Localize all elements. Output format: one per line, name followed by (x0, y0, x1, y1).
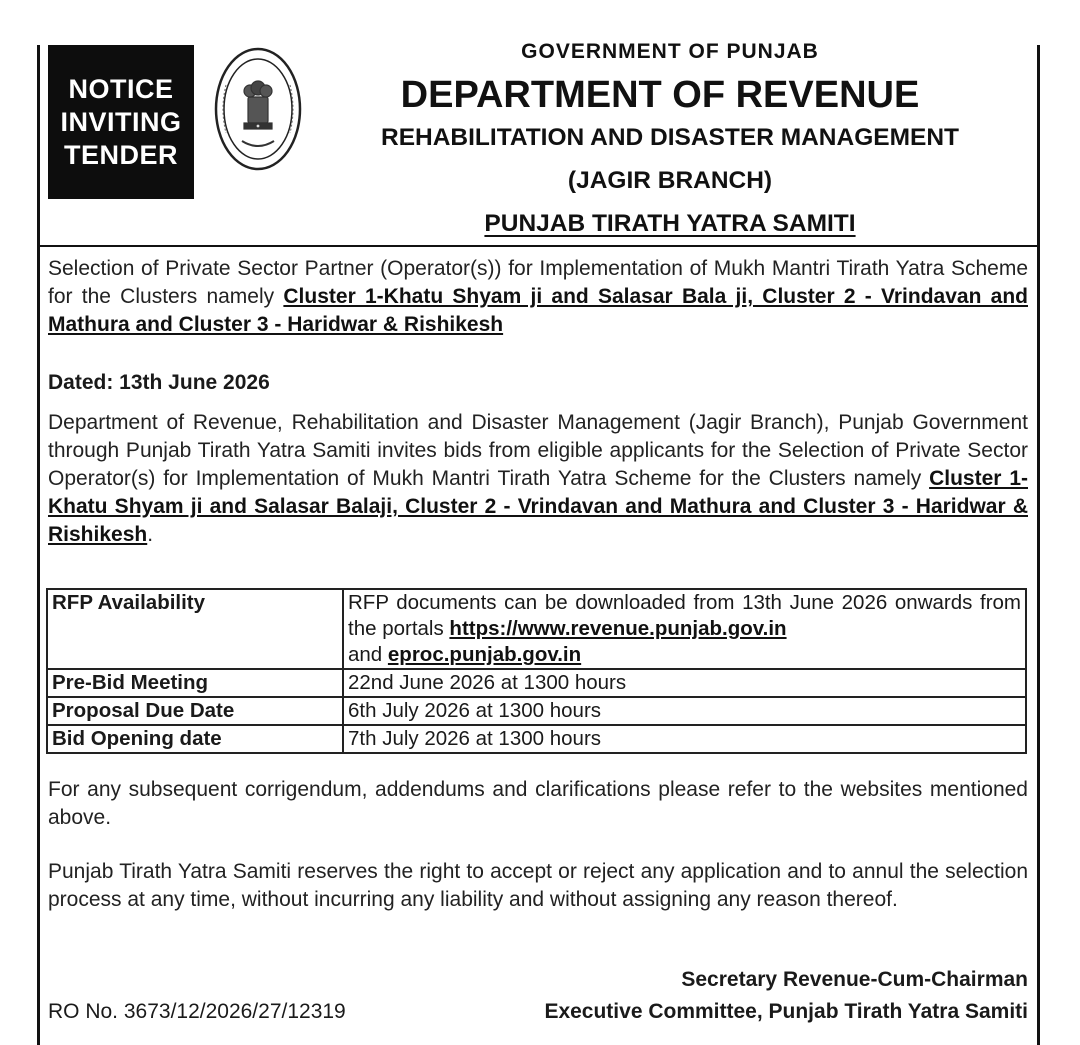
intro-clusters: Cluster 1-Khatu Shyam ji and Salasar Bala ji, Cluster 2 - Vrindavan and Mathura and Cluster 3 - Haridwar & Rishikesh (48, 285, 1028, 336)
government-seal-emblem-icon (212, 45, 304, 173)
pre-bid-meeting-value: 22nd June 2026 at 1300 hours (343, 669, 1026, 697)
body-paragraph (48, 409, 1028, 549)
government-heading: GOVERNMENT OF PUNJAB (521, 40, 819, 62)
rfp-availability-label: RFP Availability (47, 589, 343, 669)
ro-number: RO No. 3673/12/2026/27/12319 (48, 1000, 346, 1023)
signatory-title: Secretary Revenue-Cum-Chairman (681, 968, 1028, 991)
proposal-due-date-value: 6th July 2026 at 1300 hours (343, 697, 1026, 725)
rfp-and: and (348, 643, 388, 666)
samiti-heading (320, 209, 1020, 239)
branch-heading: (JAGIR BRANCH) (567, 167, 773, 194)
rfp-text: RFP documents can be downloaded from 13th June 2026 onwards from the portals (348, 591, 1021, 640)
notice-line-3: TENDER (63, 139, 178, 170)
header-divider (37, 245, 1040, 247)
body-text: Department of Revenue, Rehabilitation and Disaster Management (Jagir Branch), Punjab Government through Punjab Tirath Yatra Samiti invites bids from eligible applicants for the Selection of Private Sector Operator(s) for Implementation of Mukh Mantri Tirath Yatra Scheme for the Clusters namely (48, 411, 1028, 490)
division-heading: REHABILITATION AND DISASTER MANAGEMENT (381, 124, 959, 151)
proposal-due-date-label: Proposal Due Date (47, 697, 343, 725)
corrigendum-paragraph: For any subsequent corrigendum, addendums and clarifications please refer to the websites mentioned above. (48, 778, 1028, 829)
notice-line-1: NOTICE (68, 73, 174, 104)
body-end: . (147, 523, 154, 546)
bid-opening-date-label: Bid Opening date (47, 725, 343, 753)
department-heading: DEPARTMENT OF REVENUE (400, 74, 920, 116)
bid-opening-date-value: 7th July 2026 at 1300 hours (343, 725, 1026, 753)
revenue-portal-link[interactable]: https://www.revenue.punjab.gov.in (449, 617, 787, 640)
table-row (47, 669, 1026, 697)
dated-line: Dated: 13th June 2026 (48, 371, 270, 394)
rfp-availability-value (343, 589, 1026, 669)
reservation-paragraph: Punjab Tirath Yatra Samiti reserves the right to accept or reject any application and to annul the selection process at any time, without incurring any liability and without assigning any reason thereof. (48, 860, 1028, 911)
signatory-committee: Executive Committee, Punjab Tirath Yatra Samiti (544, 1000, 1028, 1023)
intro-text: Selection of Private Sector Partner (Operator(s)) for Implementation of Mukh Mantri Tirath Yatra Scheme for the Clusters namely (48, 257, 1028, 308)
notice-inviting-tender-badge (48, 45, 194, 199)
table-row (47, 697, 1026, 725)
pre-bid-meeting-label: Pre-Bid Meeting (47, 669, 343, 697)
schedule-table (46, 588, 1027, 754)
table-row (47, 589, 1026, 669)
intro-paragraph (48, 255, 1028, 339)
body-clusters: Cluster 1-Khatu Shyam ji and Salasar Balaji, Cluster 2 - Vrindavan and Mathura and Cluster 3 - Haridwar & Rishikesh (48, 467, 1028, 546)
table-row (47, 725, 1026, 753)
notice-line-2: INVITING (60, 106, 182, 137)
samiti-heading-text: PUNJAB TIRATH YATRA SAMITI (484, 210, 856, 237)
eproc-portal-link[interactable]: eproc.punjab.gov.in (387, 643, 582, 666)
